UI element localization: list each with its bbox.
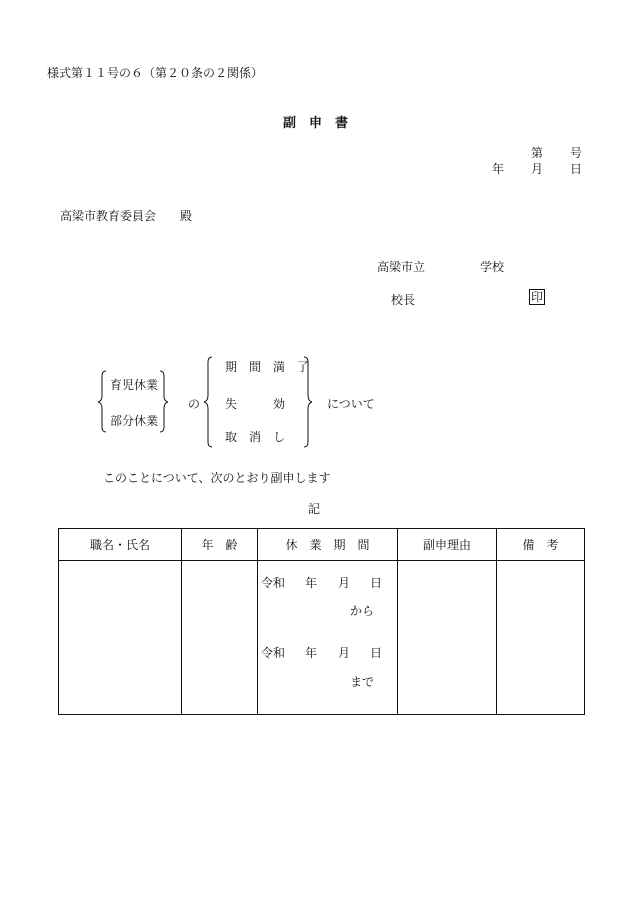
school-suffix: 学校: [480, 260, 505, 274]
period-end-era: 令和: [261, 646, 286, 660]
doc-number-dai: 第: [531, 146, 544, 160]
period-end-month: 月: [338, 646, 351, 660]
cell-name: [59, 561, 182, 715]
leave-type-ikuji: 育児休業: [110, 378, 159, 392]
period-start-era: 令和: [261, 576, 286, 590]
doc-date-month: 月: [531, 162, 544, 176]
connector-no: の: [188, 397, 201, 411]
addressee: 高梁市教育委員会 殿: [60, 209, 193, 223]
doc-date-day: 日: [570, 162, 583, 176]
header-period: 休 業 期 間: [258, 529, 398, 561]
period-from: から: [350, 604, 375, 618]
school-prefix: 高梁市立: [377, 260, 426, 274]
period-start-month: 月: [338, 576, 351, 590]
cell-remarks: [497, 561, 585, 715]
period-to: まで: [350, 675, 375, 689]
header-remarks: 備 考: [497, 529, 585, 561]
principal-label: 校長: [391, 293, 416, 307]
concerning-text: について: [327, 397, 375, 411]
cell-period: [258, 561, 398, 715]
principal-seal: 印: [531, 290, 544, 304]
table-header-row: [59, 529, 585, 561]
header-age: 年 齢: [182, 529, 258, 561]
reason-shikko: 失 効: [225, 397, 286, 411]
period-start-year: 年: [305, 576, 318, 590]
period-end-year: 年: [305, 646, 318, 660]
cell-reason: [398, 561, 497, 715]
doc-date-year: 年: [492, 162, 505, 176]
reason-kikan-manryo: 期 間 満 了: [225, 360, 310, 374]
leave-type-bubun: 部分休業: [110, 414, 159, 428]
doc-number-go: 号: [570, 146, 583, 160]
header-name: 職名・氏名: [59, 529, 182, 561]
table-row: [59, 561, 585, 715]
body-text: このことについて、次のとおり副申します: [103, 471, 331, 485]
period-start-day: 日: [370, 576, 383, 590]
period-end-day: 日: [370, 646, 383, 660]
document-title: 副 申 書: [283, 116, 349, 131]
reason-torikeshi: 取 消 し: [225, 430, 286, 444]
header-reason: 副申理由: [398, 529, 497, 561]
ki-label: 記: [308, 502, 321, 516]
form-number: 様式第１１号の６（第２０条の２関係）: [47, 66, 264, 80]
application-table: [58, 528, 585, 715]
cell-age: [182, 561, 258, 715]
